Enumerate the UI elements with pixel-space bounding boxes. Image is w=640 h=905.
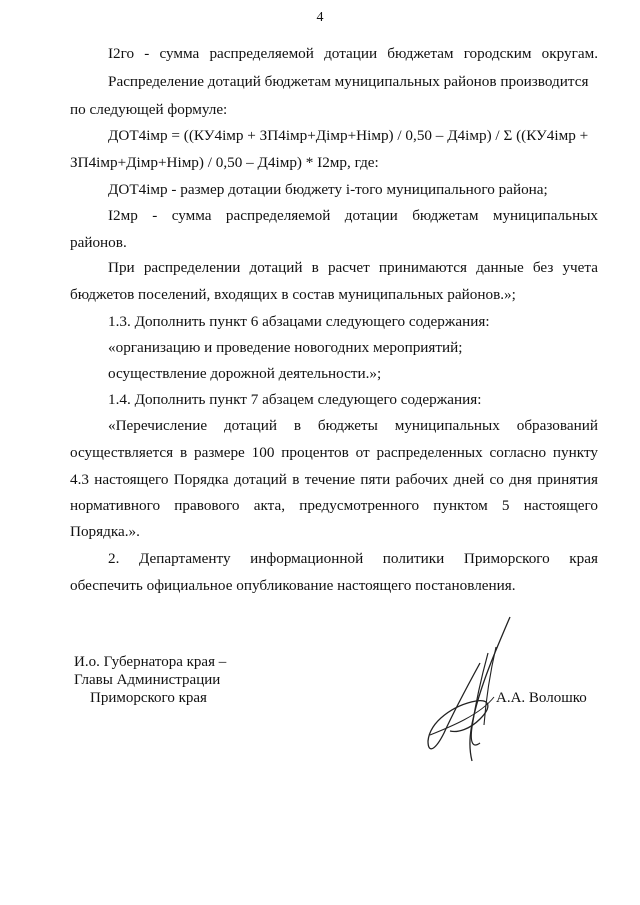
text-line: районов. bbox=[70, 234, 127, 251]
text-line: 1.3. Дополнить пункт 6 абзацами следующего содержания: bbox=[108, 313, 490, 330]
text-line: «организацию и проведение новогодних мероприятий; bbox=[108, 339, 463, 356]
text-line: «Перечисление дотаций в бюджеты муниципальных образований bbox=[108, 417, 598, 434]
signatory-position: Главы Администрации bbox=[74, 672, 221, 688]
formula-line: ДОТ4iмр = ((КУ4iмр + ЗП4iмр+Дiмр+Нiмр) / 0,50 – Д4iмр) / Σ ((КУ4iмр + bbox=[108, 127, 589, 144]
formula-line: ЗП4iмр+Дiмр+Нiмр) / 0,50 – Д4iмр) * I2мр, где: bbox=[70, 154, 379, 171]
text-line: обеспечить официальное опубликование настоящего постановления. bbox=[70, 577, 516, 594]
text-line: ДОТ4iмр - размер дотации бюджету i-того муниципального района; bbox=[108, 181, 548, 198]
text-line: I2мр - сумма распределяемой дотации бюджетам муниципальных bbox=[108, 207, 598, 224]
text-line: 2. Департаменту информационной политики Приморского края bbox=[108, 550, 598, 567]
text-line: бюджетов поселений, входящих в состав муниципальных районов.»; bbox=[70, 286, 516, 303]
text-line: Распределение дотаций бюджетам муниципальных районов производится bbox=[108, 73, 589, 90]
text-line: При распределении дотаций в расчет принимаются данные без учета bbox=[108, 259, 598, 276]
text-line: 4.3 настоящего Порядка дотаций в течение пяти рабочих дней со дня принятия bbox=[70, 471, 598, 488]
text-line: I2го - сумма распределяемой дотации бюджетам городским округам. bbox=[108, 45, 598, 62]
text-line: 1.4. Дополнить пункт 7 абзацем следующего содержания: bbox=[108, 391, 482, 408]
signatory-position: Приморского края bbox=[90, 690, 207, 706]
text-line: по следующей формуле: bbox=[70, 101, 228, 118]
text-line: нормативного правового акта, предусмотренного пунктом 5 настоящего bbox=[70, 497, 598, 514]
page-number: 4 bbox=[316, 10, 324, 25]
handwritten-signature bbox=[410, 615, 530, 765]
signatory-name: А.А. Волошко bbox=[496, 690, 587, 706]
text-line: осуществление дорожной деятельности.»; bbox=[108, 365, 382, 382]
signatory-position: И.о. Губернатора края – bbox=[74, 654, 227, 670]
text-line: осуществляется в размере 100 процентов от распределенных согласно пункту bbox=[70, 444, 598, 461]
text-line: Порядка.». bbox=[70, 523, 140, 540]
